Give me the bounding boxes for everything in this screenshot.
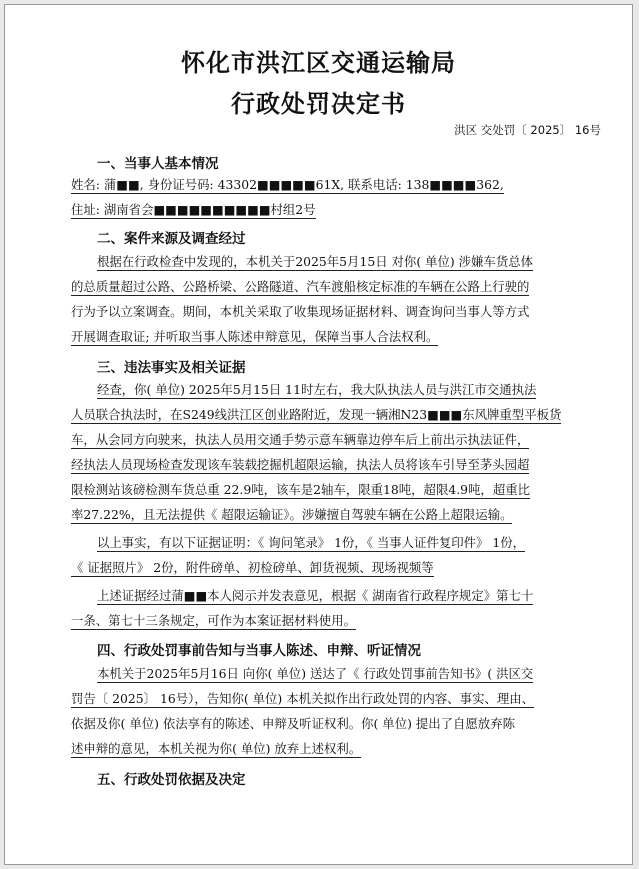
text-line: 率27.22%，且无法提供《 超限运输证》。涉嫌擅自驾驶车辆在公路上超限运输。 bbox=[71, 507, 513, 522]
document-number: 洪区 交处罚〔 2025〕 16号 bbox=[454, 123, 601, 137]
text-line: 《 证据照片》 2份，附件磅单、初检磅单、卸货视频、现场视频等 bbox=[71, 560, 434, 575]
text-line: 一条、第七十三条规定，可作为本案证据材料使用。 bbox=[71, 613, 356, 628]
document-page bbox=[4, 4, 633, 865]
text-line: 经查，你( 单位) 2025年5月15日 11时左右，我大队执法人员与洪江市交通执法 bbox=[97, 382, 537, 397]
text-line: 以上事实，有以下证据证明：《 询问笔录》 1份，《 当事人证件复印件》 1份， bbox=[97, 535, 526, 550]
document-type-title: 行政处罚决定书 bbox=[231, 90, 406, 118]
text-line: 述申辩的意见，本机关视为你( 单位) 放弃上述权利。 bbox=[71, 741, 362, 756]
text-line: 依据及你( 单位) 依法享有的陈述、申辩及听证权利。你( 单位) 提出了自愿放弃陈 bbox=[71, 716, 515, 731]
section-heading-penalty-basis: 五、行政处罚依据及决定 bbox=[97, 772, 246, 788]
text-line: 姓名: 蒲■■, 身份证号码: 43302■■■■■61X, 联系电话: 138■■■■362, bbox=[71, 177, 504, 192]
text-line: 的总质量超过公路、公路桥梁、公路隧道、汽车渡船核定标准的车辆在公路上行驶的 bbox=[71, 279, 530, 294]
section-heading-violation-facts: 三、违法事实及相关证据 bbox=[97, 360, 246, 376]
text-line: 车，从会同方向驶来，执法人员用交通手势示意车辆靠边停车后上前出示执法证件， bbox=[71, 432, 530, 447]
text-line: 罚告〔 2025〕 16号），告知你( 单位) 本机关拟作出行政处罚的内容、事实、理由、 bbox=[71, 691, 535, 706]
text-line: 根据在行政检查中发现的，本机关于2025年5月15日 对你( 单位) 涉嫌车货总体 bbox=[97, 254, 533, 269]
text-line: 开展调查取证; 并听取当事人陈述申辩意见，保障当事人合法权利。 bbox=[71, 329, 439, 344]
text-line: 限检测站该磅检测车货总重 22.9吨，该车是2轴车，限重18吨，超限4.9吨，超重比 bbox=[71, 482, 530, 497]
text-line: 本机关于2025年5月16日 向你( 单位) 送达了《 行政处罚事前告知书》( 洪区交 bbox=[97, 666, 534, 681]
section-heading-case-source: 二、案件来源及调查经过 bbox=[97, 231, 246, 247]
section-heading-party-info: 一、当事人基本情况 bbox=[97, 156, 219, 172]
section-heading-prior-notice: 四、行政处罚事前告知与当事人陈述、申辩、听证情况 bbox=[97, 643, 421, 659]
text-line: 住址: 湖南省会■■■■■■■■■■村组2号 bbox=[71, 202, 316, 217]
text-line: 上述证据经过蒲■■本人阅示并发表意见，根据《 湖南省行政程序规定》第七十 bbox=[97, 588, 534, 603]
text-line: 行为予以立案调查。期间，本机关采取了收集现场证据材料、调查询问当事人等方式 bbox=[71, 304, 530, 319]
text-line: 人员联合执法时，在S249线洪江区创业路附近，发现一辆湘N23■■■东风牌重型平板货 bbox=[71, 407, 562, 422]
agency-title: 怀化市洪江区交通运输局 bbox=[181, 49, 456, 77]
text-line: 经执法人员现场检查发现该车装载挖掘机超限运输，执法人员将该车引导至茅头园超 bbox=[71, 457, 530, 472]
